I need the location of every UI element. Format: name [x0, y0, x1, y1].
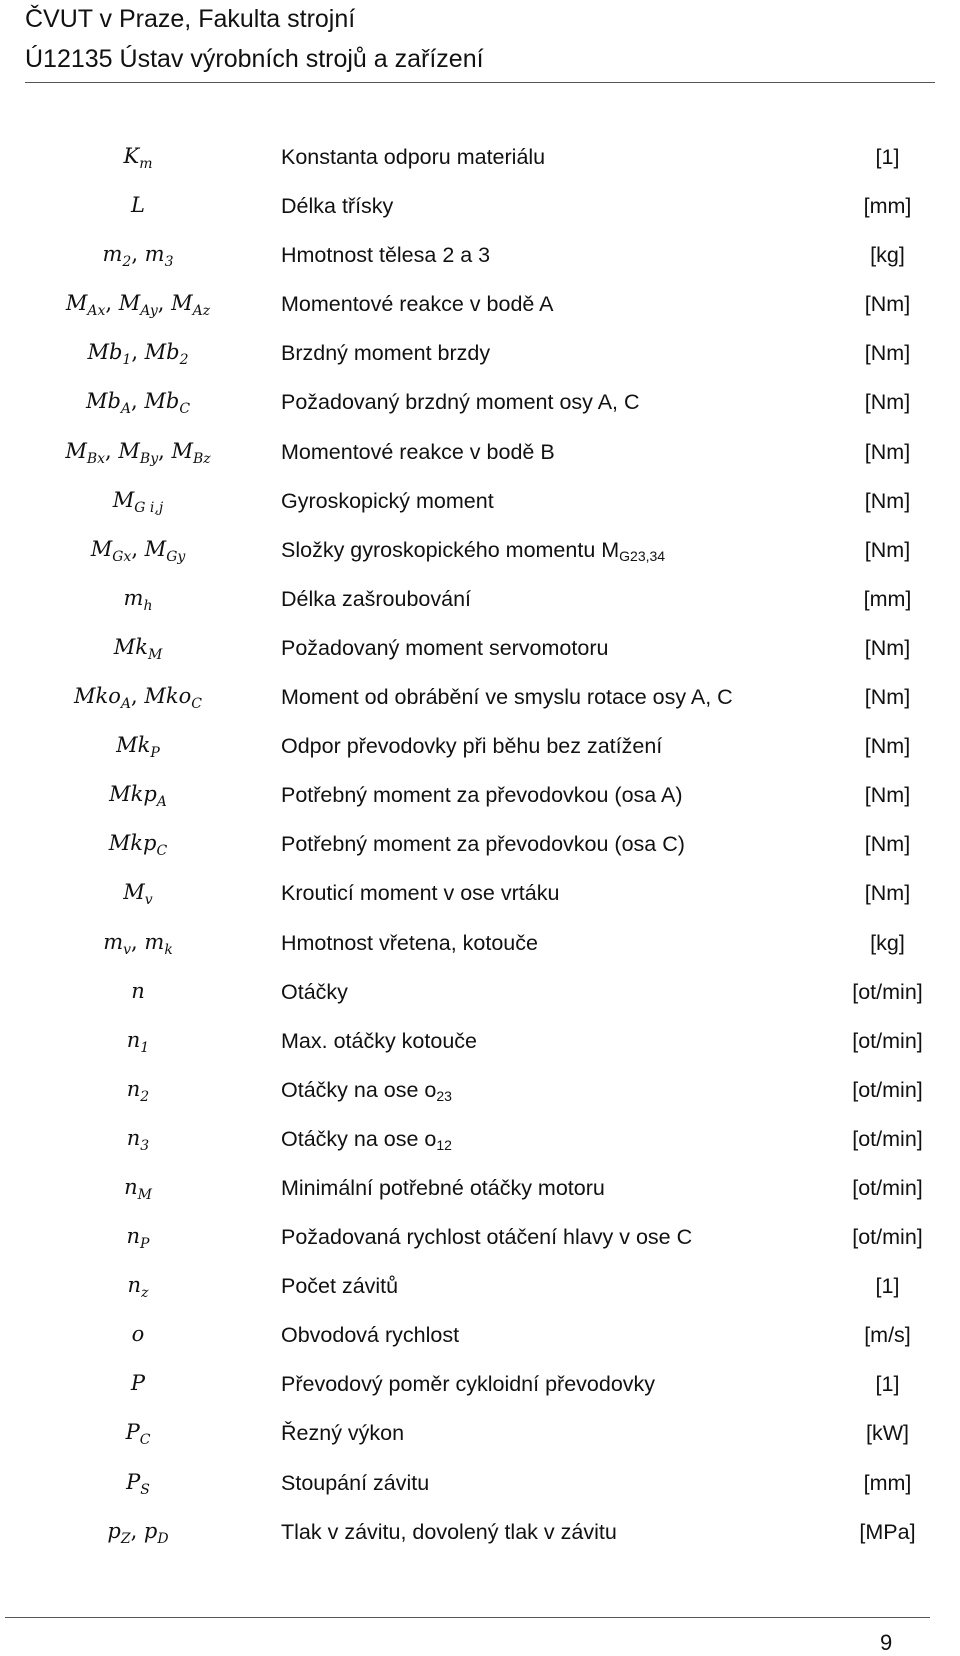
symbol-base: P: [130, 1371, 146, 1396]
list-item: [0, 1365, 960, 1414]
symbol: [0, 193, 276, 217]
symbol-base: Mko: [144, 684, 192, 709]
symbol: [0, 782, 276, 811]
description-text: Otáčky na ose o: [281, 1126, 437, 1151]
symbol-base: Mkp: [108, 831, 157, 856]
symbol: [0, 1371, 276, 1395]
symbol-subscript: Ay: [140, 303, 158, 320]
description: [281, 783, 683, 808]
symbol: [0, 1273, 276, 1302]
list-item: [0, 678, 960, 727]
description: [281, 341, 490, 366]
description-text: Gyroskopický moment: [281, 488, 494, 513]
symbol: [0, 1518, 276, 1547]
unit: [1]: [875, 145, 900, 169]
unit: [Nm]: [864, 341, 911, 366]
symbol-base: P: [125, 1420, 140, 1445]
description-text: Konstanta odporu materiálu: [281, 145, 546, 169]
symbol-subscript: G i,j: [134, 499, 164, 516]
description-text: Potřebný moment za převodovkou (osa C): [281, 832, 685, 857]
header-institution: ČVUT v Praze, Fakulta strojní: [25, 5, 356, 33]
symbol-subscript: M: [137, 1186, 152, 1203]
symbol-base: M: [112, 487, 135, 512]
header-department: Ú12135 Ústav výrobních strojů a zařízení: [25, 45, 484, 73]
description: [281, 1225, 692, 1250]
symbol-base: n: [126, 1076, 141, 1101]
unit: [MPa]: [859, 1519, 916, 1544]
symbol-subscript: Gy: [166, 548, 186, 565]
symbol: [0, 684, 276, 713]
list-item: [0, 531, 960, 580]
description-text: Délka zašroubování: [281, 586, 472, 611]
unit: [Nm]: [864, 488, 911, 513]
symbol-base: n: [131, 978, 145, 1003]
symbol-base: m: [144, 242, 165, 267]
description: [281, 440, 555, 465]
symbol-base: Mb: [87, 340, 123, 365]
symbol: [0, 1420, 276, 1449]
list-item: [0, 285, 960, 334]
list-item: [0, 874, 960, 923]
list-item: [0, 1120, 960, 1169]
symbol-subscript: P: [140, 1236, 150, 1253]
description-text: Obvodová rychlost: [281, 1323, 460, 1348]
description: [281, 1471, 429, 1496]
symbol-base: Mko: [74, 684, 121, 709]
description: [281, 1421, 404, 1446]
symbol-subscript: 2: [179, 352, 189, 369]
list-item: [0, 1513, 960, 1562]
description-text: Hmotnost vřetena, kotouče: [281, 930, 538, 955]
description: [281, 243, 490, 268]
unit: [kW]: [866, 1421, 909, 1446]
symbol-separator: ,: [158, 438, 172, 463]
description: [281, 1127, 452, 1152]
description-subscript: G23,34: [619, 547, 666, 564]
symbol-subscript: 1: [122, 352, 132, 369]
description: [281, 980, 348, 1005]
symbol-subscript: 2: [140, 1088, 150, 1105]
symbol-separator: ,: [105, 438, 119, 463]
symbol: [0, 340, 276, 369]
symbol-subscript: h: [143, 597, 153, 614]
description: [281, 194, 393, 219]
list-item: [0, 138, 960, 187]
unit: [ot/min]: [852, 1077, 923, 1102]
symbol-subscript: 3: [140, 1137, 150, 1154]
description: [281, 636, 608, 661]
symbol-base: M: [171, 438, 193, 463]
symbol-subscript: k: [164, 941, 173, 958]
description: [281, 1274, 398, 1299]
symbol-separator: ,: [130, 1518, 144, 1543]
symbol-subscript: Bx: [86, 450, 106, 467]
unit: [Nm]: [864, 783, 911, 808]
list-item: [0, 383, 960, 432]
symbol-base: n: [126, 1224, 141, 1249]
symbol-base: m: [123, 585, 144, 610]
symbol-subscript: 1: [140, 1039, 150, 1056]
description-text: Momentové reakce v bodě B: [281, 439, 555, 464]
symbol-subscript: Bz: [192, 450, 211, 467]
symbol-subscript: Z: [120, 1530, 131, 1547]
symbol: [0, 634, 276, 663]
unit: [Nm]: [864, 881, 911, 906]
description-text: Tlak v závitu, dovolený tlak v závitu: [281, 1519, 617, 1544]
description-text: Počet závitů: [281, 1274, 399, 1299]
description: [281, 145, 545, 170]
description-text: Požadovaný brzdný moment osy A, C: [281, 390, 640, 415]
symbol-subscript: By: [139, 450, 159, 467]
list-item: [0, 1464, 960, 1513]
symbol-separator: ,: [131, 340, 145, 365]
description: [281, 832, 685, 857]
list-item: [0, 1267, 960, 1316]
list-item: [0, 825, 960, 874]
description-text: Požadovaná rychlost otáčení hlavy v ose C: [281, 1225, 693, 1250]
symbol-separator: ,: [131, 684, 145, 709]
symbol-base: Mb: [144, 389, 180, 414]
symbol-base: M: [144, 536, 167, 561]
symbol-base: p: [143, 1518, 158, 1543]
description-subscript: 23: [436, 1087, 452, 1104]
symbol: [0, 487, 276, 516]
symbol-base: p: [107, 1518, 121, 1543]
unit: [ot/min]: [852, 1126, 923, 1151]
symbol-subscript: v: [144, 892, 153, 909]
description: [281, 685, 733, 710]
symbol-subscript: C: [139, 1432, 151, 1449]
symbol-subscript: P: [150, 745, 160, 762]
description: [281, 1323, 459, 1348]
description: [281, 489, 494, 514]
list-item: [0, 924, 960, 973]
symbol-subscript: C: [156, 843, 168, 860]
list-item: [0, 334, 960, 383]
symbol-base: M: [118, 291, 141, 316]
symbol-separator: ,: [131, 536, 145, 561]
unit: [kg]: [870, 243, 905, 268]
symbol-subscript: C: [179, 401, 191, 418]
list-item: [0, 1316, 960, 1365]
symbol-separator: ,: [157, 291, 172, 316]
symbol-base: o: [131, 1322, 145, 1347]
unit: [kg]: [870, 930, 905, 955]
description-text: Max. otáčky kotouče: [281, 1028, 477, 1053]
symbol-base: M: [90, 536, 113, 561]
unit: [ot/min]: [852, 1225, 923, 1250]
description-text: Stoupání závitu: [281, 1470, 430, 1495]
unit: [ot/min]: [852, 979, 923, 1004]
symbol: [0, 929, 276, 958]
symbol-separator: ,: [131, 242, 145, 267]
symbol: [0, 1322, 276, 1346]
symbol-separator: ,: [105, 291, 119, 316]
list-item: [0, 236, 960, 285]
symbol: [0, 979, 276, 1003]
symbol: [0, 733, 276, 762]
symbol: [0, 438, 276, 467]
symbol-separator: ,: [131, 389, 145, 414]
symbol-subscript: 2: [122, 254, 132, 271]
symbol-base: n: [124, 1174, 138, 1199]
page-number: 9: [880, 1630, 893, 1655]
unit: [ot/min]: [852, 1028, 923, 1053]
symbol-subscript: A: [120, 696, 132, 713]
description-text: Složky gyroskopického momentu M: [281, 537, 620, 562]
list-item: [0, 776, 960, 825]
symbol-base: n: [126, 1125, 141, 1150]
symbol-subscript: S: [140, 1481, 150, 1498]
unit: [1]: [875, 1372, 900, 1397]
description: [281, 1520, 617, 1545]
unit: [Nm]: [864, 292, 911, 317]
symbol-subscript: D: [157, 1530, 169, 1547]
symbol-base: P: [126, 1469, 141, 1494]
list-item: [0, 433, 960, 482]
symbol-base: Mkp: [109, 782, 157, 807]
description: [281, 292, 554, 317]
description-text: Požadovaný moment servomotoru: [281, 635, 609, 660]
symbol-subscript: v: [123, 941, 132, 958]
symbol: [0, 144, 276, 172]
description-text: Momentové reakce v bodě A: [281, 292, 554, 317]
description-text: Převodový poměr cykloidní převodovky: [281, 1372, 656, 1397]
symbol-base: m: [144, 929, 165, 954]
symbol-base: M: [171, 291, 193, 316]
symbol-base: M: [123, 880, 145, 905]
symbol-base: n: [126, 1027, 141, 1052]
description-text: Otáčky: [281, 979, 348, 1004]
unit: [Nm]: [864, 439, 911, 464]
symbol-separator: ,: [131, 929, 145, 954]
unit: [m/s]: [864, 1323, 911, 1348]
description-text: Hmotnost tělesa 2 a 3: [281, 243, 491, 268]
description-text: Délka třísky: [281, 194, 394, 219]
list-item: [0, 629, 960, 678]
description: [281, 1176, 605, 1201]
list-item: [0, 1071, 960, 1120]
symbol-list: [0, 138, 960, 1562]
list-item: [0, 727, 960, 776]
list-item: [0, 482, 960, 531]
description: [281, 881, 559, 906]
unit: [ot/min]: [852, 1175, 923, 1200]
list-item: [0, 1022, 960, 1071]
list-item: [0, 580, 960, 629]
symbol: [0, 1076, 276, 1105]
description-text: Minimální potřebné otáčky motoru: [281, 1175, 605, 1200]
symbol-base: Mk: [113, 634, 148, 659]
symbol-subscript: z: [141, 1285, 149, 1302]
symbol-base: Mb: [85, 389, 121, 414]
symbol-base: Mb: [144, 340, 180, 365]
unit: [Nm]: [864, 685, 911, 710]
symbol-subscript: M: [147, 646, 163, 663]
symbol: [0, 291, 276, 320]
description-text: Moment od obrábění ve smyslu rotace osy A, C: [281, 685, 733, 710]
description: [281, 1029, 477, 1054]
description: [281, 734, 662, 759]
footer-divider: [5, 1617, 930, 1618]
symbol-subscript: Az: [192, 303, 211, 320]
symbol: [0, 1469, 276, 1498]
description-text: Krouticí moment v ose vrtáku: [281, 881, 560, 906]
symbol-base: m: [102, 242, 123, 267]
description: [281, 931, 538, 956]
description-text: Brzdný moment brzdy: [281, 341, 491, 366]
symbol-base: K: [123, 144, 140, 168]
symbol-base: Mk: [116, 733, 151, 758]
unit: [Nm]: [864, 832, 911, 857]
symbol: [0, 536, 276, 565]
symbol-subscript: Ax: [87, 303, 106, 320]
symbol: [0, 831, 276, 860]
unit: [Nm]: [864, 390, 911, 415]
unit: [Nm]: [864, 537, 911, 562]
list-item: [0, 187, 960, 236]
symbol: [0, 880, 276, 909]
symbol: [0, 1224, 276, 1253]
header-divider: [25, 82, 935, 83]
list-item: [0, 1169, 960, 1218]
symbol: [0, 1027, 276, 1056]
symbol: [0, 242, 276, 271]
description: [281, 1078, 452, 1103]
symbol-subscript: m: [139, 156, 153, 172]
symbol: [0, 1174, 276, 1203]
list-item: [0, 973, 960, 1022]
symbol-base: M: [65, 438, 87, 463]
unit: [mm]: [863, 586, 912, 611]
description: [281, 587, 471, 612]
symbol-subscript: 3: [164, 254, 174, 271]
symbol-base: n: [127, 1273, 142, 1298]
symbol-base: m: [103, 929, 124, 954]
unit: [Nm]: [864, 734, 911, 759]
unit: [mm]: [863, 194, 912, 219]
description-text: Otáčky na ose o: [281, 1077, 437, 1102]
symbol-base: M: [65, 291, 88, 316]
unit: [mm]: [863, 1470, 912, 1495]
symbol-subscript: C: [191, 696, 202, 713]
symbol-subscript: A: [156, 794, 167, 811]
unit: [1]: [875, 1274, 900, 1299]
description-text: Řezný výkon: [281, 1421, 405, 1446]
symbol-subscript: A: [120, 401, 132, 418]
symbol-base: M: [118, 438, 140, 463]
symbol: [0, 389, 276, 418]
description-text: Odpor převodovky při běhu bez zatížení: [281, 734, 663, 759]
description: [281, 1372, 655, 1397]
list-item: [0, 1414, 960, 1463]
description: [281, 390, 640, 415]
description: [281, 538, 665, 563]
list-item: [0, 1218, 960, 1267]
symbol-subscript: Gx: [112, 548, 132, 565]
description-subscript: 12: [436, 1136, 452, 1153]
symbol-base: L: [131, 193, 145, 218]
description-text: Potřebný moment za převodovkou (osa A): [281, 783, 683, 808]
symbol: [0, 1125, 276, 1154]
unit: [Nm]: [864, 635, 911, 660]
symbol: [0, 585, 276, 614]
